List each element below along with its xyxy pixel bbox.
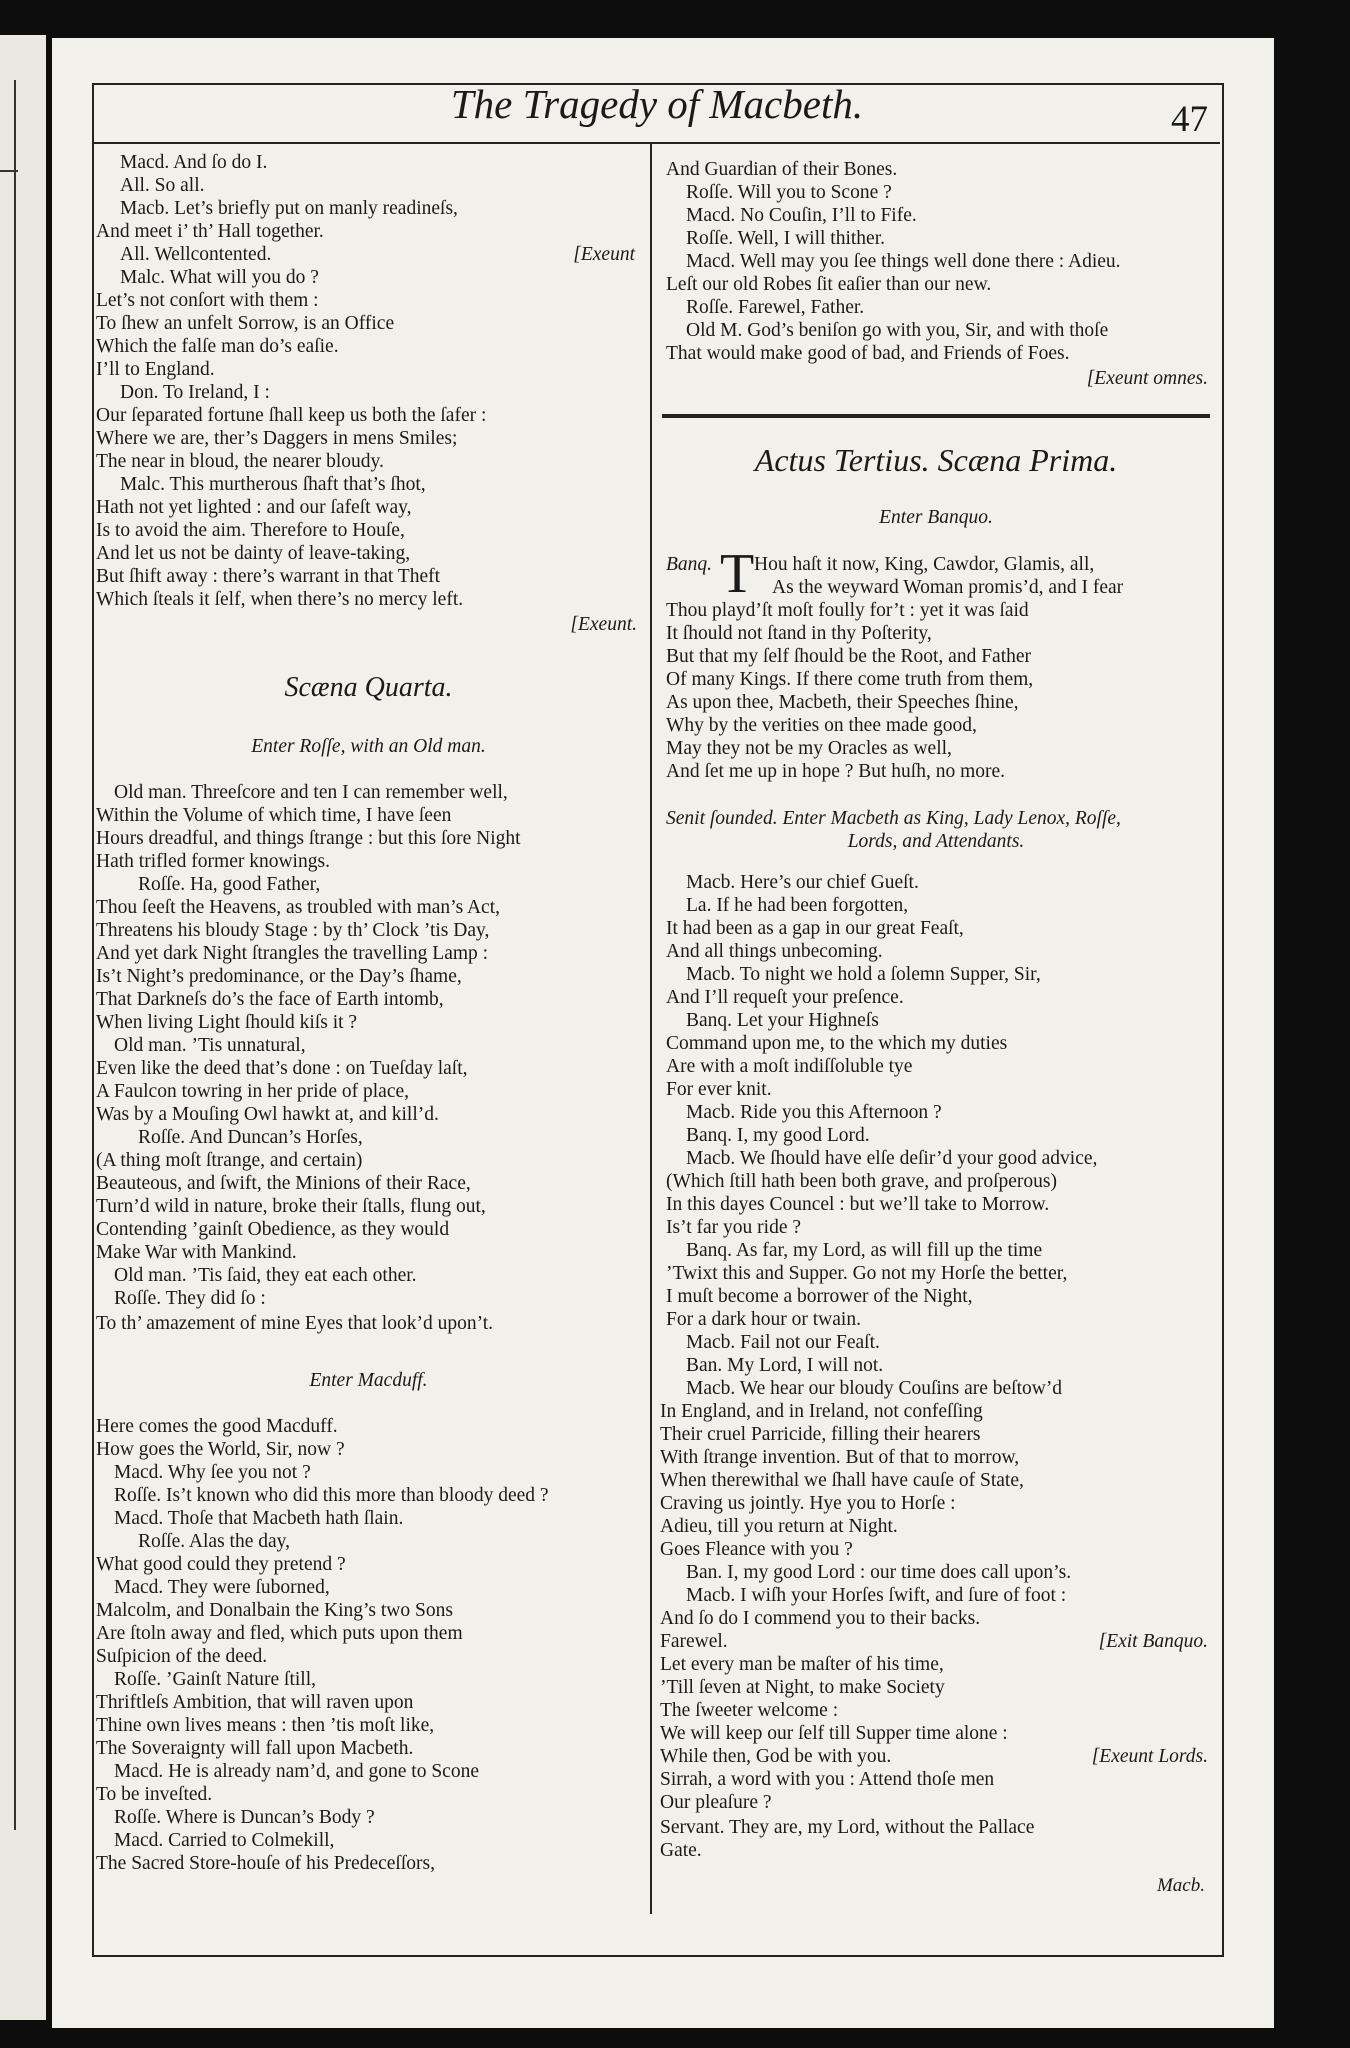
- facing-page-edge: [0, 35, 46, 2020]
- text-line: Malcolm, and Donalbain the King’s two Sons: [96, 1600, 453, 1621]
- text-line: For ever knit.: [666, 1079, 772, 1100]
- text-line: Macb. Fail not our Feaſt.: [686, 1332, 880, 1353]
- facing-page-rule: [0, 170, 18, 172]
- text-line: But that my ſelf ſhould be the Root, and Father: [666, 646, 1032, 667]
- text-line: Roſſe. Farewel, Father.: [686, 297, 865, 318]
- text-line: I muſt become a borrower of the Night,: [666, 1286, 973, 1307]
- text-line: Macb. Let’s briefly put on manly readineſs,: [120, 198, 458, 219]
- text-line: It had been as a gap in our great Feaſt,: [666, 918, 964, 939]
- text-line: Don. To Ireland, I :: [120, 382, 270, 403]
- text-line: Within the Volume of which time, I have ſeen: [96, 805, 452, 826]
- text-line: Banq. Let your Highneſs: [686, 1010, 879, 1031]
- text-line: And all things unbecoming.: [666, 941, 883, 962]
- text-line: And let us not be dainty of leave-taking,: [96, 543, 411, 564]
- text-line: Is to avoid the aim. Therefore to Houſe,: [96, 520, 405, 541]
- text-line: All. So all.: [120, 175, 205, 196]
- text-line: Roſſe. Alas the day,: [138, 1531, 291, 1552]
- text-line: Why by the verities on thee made good,: [666, 715, 977, 736]
- text-line: Roſſe. They did ſo :: [114, 1288, 266, 1309]
- text-line: Leſt our old Robes ſit eaſier than our new.: [666, 274, 992, 295]
- text-line: Old M. God’s beniſon go with you, Sir, and with thoſe: [686, 320, 1109, 341]
- speaker-name: Banq.: [666, 554, 713, 575]
- text-line: That Darkneſs do’s the face of Earth intomb,: [96, 989, 444, 1010]
- text-line: How goes the World, Sir, now ?: [96, 1439, 345, 1460]
- text-line: Roſſe. Well, I will thither.: [686, 228, 886, 249]
- text-line: The Sacred Store-houſe of his Predeceſſors,: [96, 1853, 435, 1874]
- text-line: Hou haſt it now, King, Cawdor, Glamis, all,: [754, 554, 1095, 575]
- text-line: Beauteous, and ſwift, the Minions of their Race,: [96, 1173, 471, 1194]
- header-rule: [92, 142, 1220, 144]
- text-line: Macd. He is already nam’d, and gone to Scone: [114, 1761, 479, 1782]
- text-line: As upon thee, Macbeth, their Speeches ſhine,: [666, 692, 1019, 713]
- text-line: Craving us jointly. Hye you to Horſe :: [660, 1493, 956, 1514]
- text-line: But ſhift away : there’s warrant in that Theft: [96, 566, 441, 587]
- text-line: Adieu, till you return at Night.: [660, 1516, 898, 1537]
- text-line: Roſſe. Ha, good Father,: [138, 874, 321, 895]
- text-line: Let’s not conſort with them :: [96, 290, 319, 311]
- text-line: With ſtrange invention. But of that to morrow,: [660, 1447, 1020, 1468]
- text-line: Gate.: [660, 1840, 702, 1861]
- text-line: Thriftleſs Ambition, that will raven upon: [96, 1692, 414, 1713]
- text-line: Macb. To night we hold a ſolemn Supper, Sir,: [686, 964, 1041, 985]
- text-line: Macb. I wiſh your Horſes ſwift, and ſure of foot :: [686, 1585, 1067, 1606]
- text-line: Hours dreadful, and things ſtrange : but this ſore Night: [96, 828, 521, 849]
- text-line: Malc. This murtherous ſhaft that’s ſhot,: [120, 474, 426, 495]
- running-title: The Tragedy of Macbeth.: [450, 81, 864, 127]
- text-line: Macd. Carried to Colmekill,: [114, 1830, 335, 1851]
- text-line: A Faulcon towring in her pride of place,: [96, 1081, 409, 1102]
- stage-direction: Lords, and Attendants.: [847, 831, 1025, 852]
- stage-direction: Senit ſounded. Enter Macbeth as King, Lady Lenox, Roſſe,: [666, 808, 1121, 829]
- text-line: And meet i’ th’ Hall together.: [96, 221, 324, 242]
- right-column: [660, 152, 1212, 1912]
- text-line: We will keep our ſelf till Supper time alone :: [660, 1723, 1008, 1744]
- text-line: Command upon me, to the which my duties: [666, 1033, 1008, 1054]
- text-line: Servant. They are, my Lord, without the Pallace: [660, 1817, 1035, 1838]
- text-line: What good could they pretend ?: [96, 1554, 346, 1575]
- stage-direction: Enter Macduff.: [309, 1370, 428, 1391]
- text-line: Which the falſe man do’s eaſie.: [96, 336, 339, 357]
- text-line: Which ſteals it ſelf, when there’s no mercy left.: [96, 589, 464, 610]
- text-line: Banq. As far, my Lord, as will fill up the time: [686, 1240, 1043, 1261]
- text-line: Roſſe. Where is Duncan’s Body ?: [114, 1807, 375, 1828]
- column-divider: [650, 144, 652, 1914]
- facing-page-rule: [14, 80, 16, 1830]
- text-line: Malc. What will you do ?: [120, 267, 319, 288]
- text-line: To th’ amazement of mine Eyes that look’d upon’t.: [96, 1313, 494, 1334]
- text-line: May they not be my Oracles as well,: [666, 738, 952, 759]
- text-line: It ſhould not ſtand in thy Poſterity,: [666, 623, 932, 644]
- text-line: Thou ſeeſt the Heavens, as troubled with man’s Act,: [96, 897, 500, 918]
- text-line: I’ll to England.: [96, 359, 215, 380]
- text-line: When living Light ſhould kiſs it ?: [96, 1012, 358, 1033]
- text-line: All. Wellcontented.: [120, 244, 272, 265]
- text-line: Ban. My Lord, I will not.: [686, 1355, 884, 1376]
- text-line: To ſhew an unfelt Sorrow, is an Office: [96, 313, 395, 334]
- text-line: Old man. ’Tis ſaid, they eat each other.: [114, 1265, 417, 1286]
- scene-heading: Scæna Quarta.: [284, 672, 453, 703]
- text-line: For a dark hour or twain.: [666, 1309, 861, 1330]
- text-line: Macd. Well may you ſee things well done there : Adieu.: [686, 251, 1121, 272]
- text-line: Our pleaſure ?: [660, 1792, 772, 1813]
- text-line: In this dayes Councel : but we’ll take to Morrow.: [666, 1194, 1050, 1215]
- text-line: Hath not yet lighted : and our ſafeſt way,: [96, 497, 412, 518]
- text-line: Are with a moſt indiſſoluble tye: [666, 1056, 913, 1077]
- text-line: ’Twixt this and Supper. Go not my Horſe the better,: [666, 1263, 1068, 1284]
- running-head: [92, 80, 1222, 140]
- text-line: (Which ſtill hath been both grave, and proſperous): [666, 1171, 1057, 1192]
- text-line: Even like the deed that’s done : on Tueſday laſt,: [96, 1058, 468, 1079]
- text-line: Roſſe. ’Gainſt Nature ſtill,: [114, 1669, 316, 1690]
- stage-direction: [Exeunt.: [570, 614, 637, 635]
- text-line: To be inveſted.: [96, 1784, 213, 1805]
- catchword: Macb.: [1156, 1875, 1205, 1896]
- text-line: Are ſtoln away and fled, which puts upon them: [96, 1623, 463, 1644]
- text-line: Their cruel Parricide, filling their hearers: [660, 1424, 981, 1445]
- text-line: Let every man be maſter of his time,: [660, 1654, 944, 1675]
- text-line: And Guardian of their Bones.: [666, 159, 898, 180]
- stage-direction: [Exeunt omnes.: [1086, 368, 1208, 389]
- text-line: Here comes the good Macduff.: [96, 1416, 338, 1437]
- text-line: Was by a Mouſing Owl hawkt at, and kill’d.: [96, 1104, 439, 1125]
- text-line: Thine own lives means : then ’tis moſt like,: [96, 1715, 435, 1736]
- stage-direction: [Exeunt Lords.: [1091, 1746, 1208, 1767]
- text-line: Old man. ’Tis unnatural,: [114, 1035, 306, 1056]
- text-line: Hath trifled former knowings.: [96, 851, 330, 872]
- text-line: Macd. No Couſin, I’ll to Fife.: [686, 205, 917, 226]
- text-line: ’Till ſeven at Night, to make Society: [660, 1677, 945, 1698]
- text-line: Banq. I, my good Lord.: [686, 1125, 870, 1146]
- text-line: Threatens his bloudy Stage : by th’ Clock ’tis Day,: [96, 920, 490, 941]
- text-line: The near in bloud, the nearer bloudy.: [96, 451, 384, 472]
- stage-direction: [Exeunt: [573, 244, 635, 265]
- text-line: Macd. Thoſe that Macbeth hath ſlain.: [114, 1508, 404, 1529]
- text-line: Contending ’gainſt Obedience, as they would: [96, 1219, 450, 1240]
- text-line: That would make good of bad, and Friends of Foes.: [666, 343, 1070, 364]
- text-line: Macb. Ride you this Afternoon ?: [686, 1102, 942, 1123]
- stage-direction: [Exit Banquo.: [1098, 1631, 1208, 1652]
- stage-direction: Enter Roſſe, with an Old man.: [251, 736, 486, 757]
- text-line: As the weyward Woman promis’d, and I fear: [772, 577, 1124, 598]
- text-line: Roſſe. Will you to Scone ?: [686, 182, 892, 203]
- text-line: La. If he had been forgotten,: [686, 895, 909, 916]
- text-line: (A thing moſt ſtrange, and certain): [96, 1150, 363, 1171]
- text-line: In England, and in Ireland, not confeſſing: [660, 1401, 983, 1422]
- text-line: And yet dark Night ſtrangles the travelling Lamp :: [96, 943, 489, 964]
- text-line: Macb. We hear our bloudy Couſins are beſtow’d: [686, 1378, 1063, 1399]
- text-line: And ſo do I commend you to their backs.: [660, 1608, 981, 1629]
- text-line: Farewel.: [660, 1631, 728, 1652]
- act-heading: Actus Tertius. Scæna Prima.: [754, 442, 1118, 478]
- text-line: The ſweeter welcome :: [660, 1700, 839, 1721]
- text-line: Macd. And ſo do I.: [120, 152, 268, 173]
- text-line: When therewithal we ſhall have cauſe of State,: [660, 1470, 1024, 1491]
- text-line: Of many Kings. If there come truth from them,: [666, 669, 1034, 690]
- text-line: Make War with Mankind.: [96, 1242, 297, 1263]
- text-line: Is’t far you ride ?: [666, 1217, 802, 1238]
- text-line: Old man. Threeſcore and ten I can remember well,: [114, 782, 508, 803]
- text-line: Roſſe. Is’t known who did this more than bloody deed ?: [114, 1485, 549, 1506]
- text-line: Suſpicion of the deed.: [96, 1646, 268, 1667]
- left-column: [96, 152, 641, 1912]
- text-line: Goes Fleance with you ?: [660, 1539, 853, 1560]
- text-line: Where we are, ther’s Daggers in mens Smiles;: [96, 428, 458, 449]
- text-line: Macb. We ſhould have elſe deſir’d your good advice,: [686, 1148, 1098, 1169]
- text-line: The Soveraignty will fall upon Macbeth.: [96, 1738, 414, 1759]
- text-line: Thou playd’ſt moſt foully for’t : yet it was ſaid: [666, 600, 1029, 621]
- text-line: Is’t Night’s predominance, or the Day’s ſhame,: [96, 966, 462, 987]
- page-number: 47: [1171, 99, 1208, 140]
- text-line: Ban. I, my good Lord : our time does call upon’s.: [686, 1562, 1072, 1583]
- stage-direction: Enter Banquo.: [879, 507, 993, 528]
- text-line: While then, God be with you.: [660, 1746, 892, 1767]
- drop-cap: T: [720, 543, 755, 605]
- text-line: Our ſeparated fortune ſhall keep us both the ſafer :: [96, 405, 487, 426]
- text-line: And ſet me up in hope ? But huſh, no more.: [666, 761, 1006, 782]
- text-line: And I’ll requeſt your preſence.: [666, 987, 904, 1008]
- text-line: Macd. Why ſee you not ?: [114, 1462, 311, 1483]
- text-line: Turn’d wild in nature, broke their ſtalls, flung out,: [96, 1196, 486, 1217]
- text-line: Roſſe. And Duncan’s Horſes,: [138, 1127, 363, 1148]
- text-line: Sirrah, a word with you : Attend thoſe men: [660, 1769, 995, 1790]
- text-line: Macb. Here’s our chief Gueſt.: [686, 872, 919, 893]
- text-line: Macd. They were ſuborned,: [114, 1577, 330, 1598]
